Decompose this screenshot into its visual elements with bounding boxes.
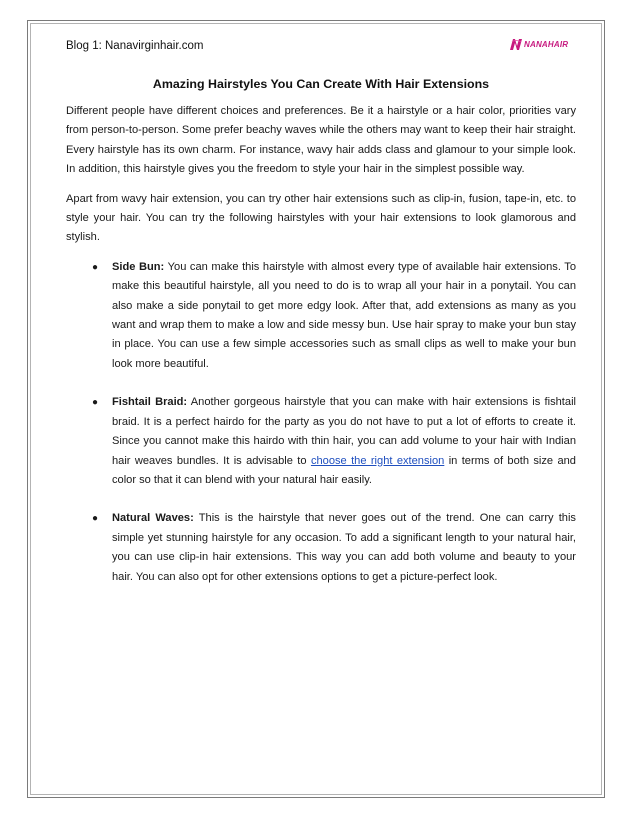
logo-text: NANAHAIR [524,39,569,49]
list-item-text: You can make this hairstyle with almost every type of available hair extensions. To make this beautiful hairstyle, all you need to do is to wrap all your hair in a ponytail. You can also make a side ponytail to get more edgy look. After that, add extensions as many as you want and wrap them to make a low and side messy bun. Use hair spray to make your bun stay in place. You can use a few simple accessories such as small clips as well to make your bun look more beautiful. [112,260,576,370]
blog-header: Blog 1: Nanavirginhair.com [66,40,204,52]
choose-extension-link[interactable]: choose the right extension [310,454,445,467]
list-item-heading: Fishtail Braid: [112,396,188,409]
list-item-text: in terms of both size and color so that it can blend with your natural hair easily. [112,454,576,486]
options-paragraph: Apart from wavy hair extension, you can try other hair extensions such as clip-in, fusion, tape-in, etc. to style your hair. You can try the following hairstyles with your hair extensions to look glamorous and stylish. [66,192,576,244]
list-item-side-bun [66,258,576,374]
list-item-natural-waves [66,509,576,587]
list-item-text: This is the hairstyle that never goes out of the trend. One can carry this simple yet stunning hairstyle for any occasion. To add a significant length to your natural hair, you can use clip-in hair extensions. This way you can add both volume and beauty to your hair. You can also opt for other extensions options to get a picture-perfect look. [112,512,576,583]
nanahair-logo [509,36,568,52]
list-item-heading: Side Bun: [112,260,165,273]
list-item-fishtail-braid [66,393,576,490]
list-item-text: Another gorgeous hairstyle that you can make with hair extensions is fishtail braid. It is a perfect hairdo for the party as you do not have to put a lot of efforts to create it. Since you cannot make this hairdo with thin hair, you can add volume to your hair with Indian hair weaves bundles. It is advisable to [112,396,576,467]
bullet-icon: ● [92,397,99,409]
document-body [66,102,576,606]
document-title: Amazing Hairstyles You Can Create With Hair Extensions [152,77,490,91]
intro-paragraph: Different people have different choices and preferences. Be it a hairstyle or a hair color, priorities vary from person-to-person. Some prefer beachy waves while the others may want to keep their hair straight. Every hairstyle has its own charm. For instance, wavy hair adds class and glamour to your simple look. In addition, this hairstyle gives you the freedom to style your hair in the simplest possible way. [66,105,576,176]
list-item-heading: Natural Waves: [112,512,194,525]
n-hair-logo-icon [509,37,523,51]
bullet-icon: ● [92,513,99,525]
bullet-icon: ● [92,261,99,273]
hairstyle-list [66,258,576,587]
